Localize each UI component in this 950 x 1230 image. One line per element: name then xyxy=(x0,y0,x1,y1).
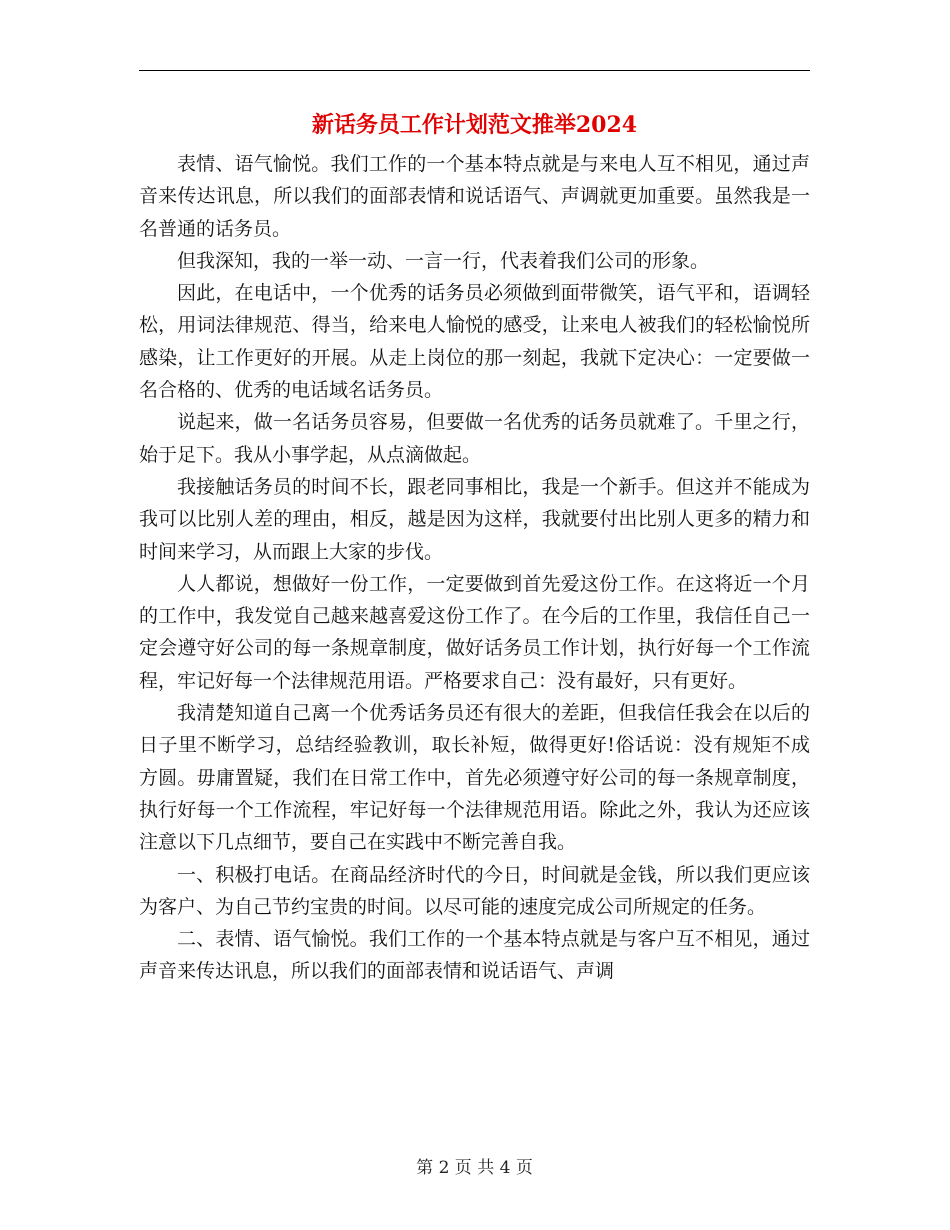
paragraph: 说起来，做一名话务员容易，但要做一名优秀的话务员就难了。千里之行，始于足下。我从小事学起，从点滴做起。 xyxy=(139,411,810,466)
paragraph: 因此，在电话中，一个优秀的话务员必须做到面带微笑，语气平和，语调轻松，用词法律规范、得当，给来电人愉悦的感受，让来电人被我们的轻松愉悦所感染，让工作更好的开展。从走上岗位的那一刻起，我就下定决心：一定要做一名合格的、优秀的电话域名话务员。 xyxy=(139,282,810,402)
paragraph: 我清楚知道自己离一个优秀话务员还有很大的差距，但我信任我会在以后的日子里不断学习，总结经验教训，取长补短，做得更好!俗话说：没有规矩不成方圆。毋庸置疑，我们在日常工作中，首先必须遵守好公司的每一条规章制度，执行好每一个工作流程，牢记好每一个法律规范用语。除此之外，我认为还应该注意以下几点细节，要自己在实践中不断完善自我。 xyxy=(139,702,810,854)
page-footer: 第 2 页 共 4 页 xyxy=(416,1158,533,1178)
document-title: 新话务员工作计划范文推举2024 xyxy=(311,112,638,138)
header-rule xyxy=(139,70,810,71)
paragraph: 我接触话务员的时间不长，跟老同事相比，我是一个新手。但这并不能成为我可以比别人差的理由，相反，越是因为这样，我就要付出比别人更多的精力和时间来学习，从而跟上大家的步伐。 xyxy=(139,475,810,563)
paragraph: 二、表情、语气愉悦。我们工作的一个基本特点就是与客户互不相见，通过声音来传达讯息，所以我们的面部表情和说话语气、声调 xyxy=(139,928,810,983)
paragraph: 但我深知，我的一举一动、一言一行，代表着我们公司的形象。 xyxy=(177,249,710,272)
document-body xyxy=(139,148,810,988)
paragraph: 一、积极打电话。在商品经济时代的今日，时间就是金钱，所以我们更应该为客户、为自己节约宝贵的时间。以尽可能的速度完成公司所规定的任务。 xyxy=(139,863,810,918)
paragraph: 表情、语气愉悦。我们工作的一个基本特点就是与来电人互不相见，通过声音来传达讯息，所以我们的面部表情和说话语气、声调就更加重要。虽然我是一名普通的话务员。 xyxy=(139,153,810,240)
paragraph: 人人都说，想做好一份工作，一定要做到首先爱这份工作。在这将近一个月的工作中，我发觉自己越来越喜爱这份工作了。在今后的工作里，我信任自己一定会遵守好公司的每一条规章制度，做好话务员工作计划，执行好每一个工作流程，牢记好每一个法律规范用语。严格要求自己：没有最好，只有更好。 xyxy=(139,572,810,692)
